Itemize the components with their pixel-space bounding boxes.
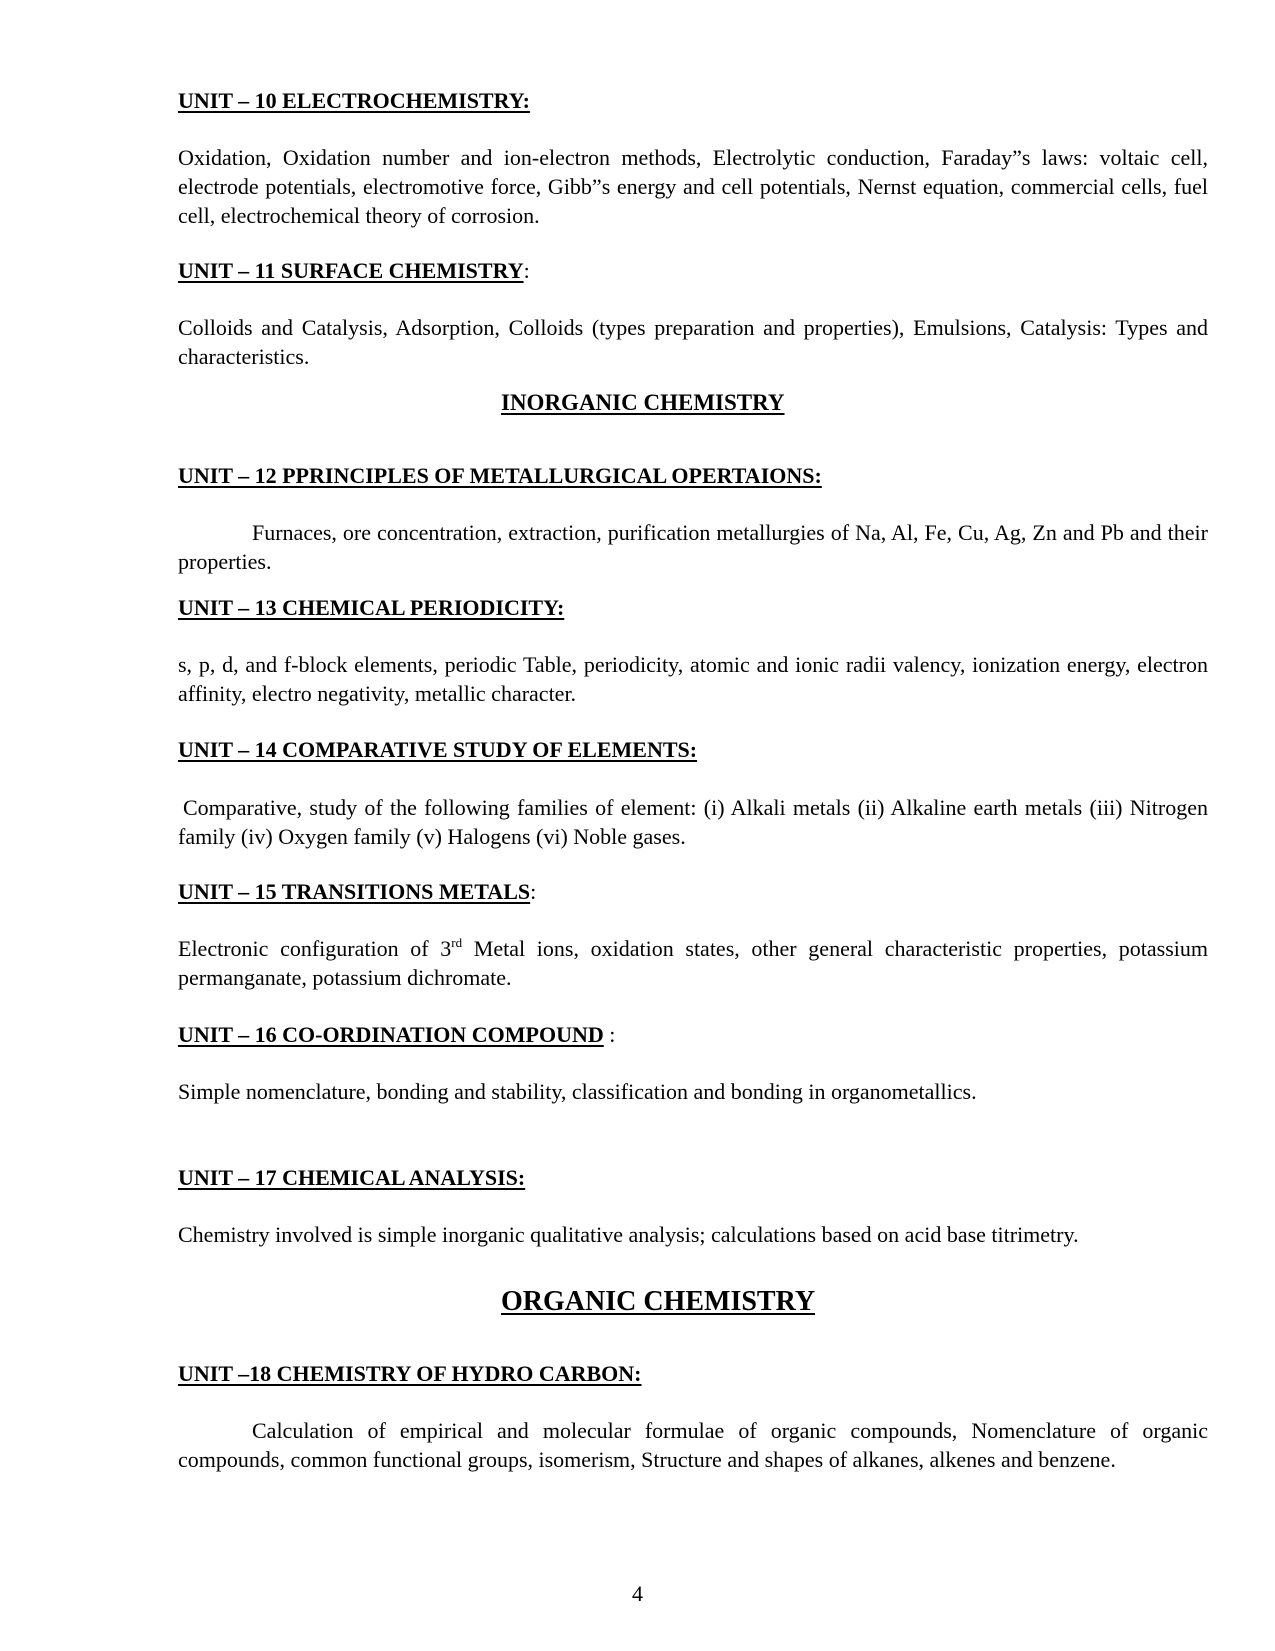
unit-12-heading xyxy=(178,461,1208,490)
unit-15-superscript: rd xyxy=(451,935,463,950)
unit-13-heading-text: UNIT – 13 CHEMICAL PERIODICITY: xyxy=(178,595,565,620)
unit-18-description: Calculation of empirical and molecular formulae of organic compounds, Nomenclature of organic compounds, common functional groups, isomerism, Structure and shapes of alkanes, alkenes and benzene. xyxy=(178,1418,1208,1472)
unit-13-heading xyxy=(178,593,1208,622)
unit-10-description: Oxidation, Oxidation number and ion-electron methods, Electrolytic conduction, Faraday”s laws: voltaic cell, electrode potentials, electromotive force, Gibb”s energy and cell potentials, Nernst equation, commercial cells, fuel cell, electrochemical theory of corrosion. xyxy=(178,145,1208,228)
page-number: 4 xyxy=(632,1581,643,1606)
unit-15-heading-text: UNIT – 15 TRANSITIONS METALS xyxy=(178,879,531,904)
unit-11-heading-text: UNIT – 11 SURFACE CHEMISTRY xyxy=(178,258,524,283)
unit-14-heading-text: UNIT – 14 COMPARATIVE STUDY OF ELEMENTS: xyxy=(178,737,698,762)
unit-12-heading-text: UNIT – 12 PPRINCIPLES OF METALLURGICAL OPERTAIONS: xyxy=(178,463,822,488)
unit-16-heading xyxy=(178,1020,1208,1049)
section-title-inorganic: INORGANIC CHEMISTRY xyxy=(501,390,785,415)
unit-16-description: Simple nomenclature, bonding and stability, classification and bonding in organometallics. xyxy=(178,1079,977,1104)
unit-10-heading xyxy=(178,86,1208,115)
unit-17-heading xyxy=(178,1163,1208,1192)
unit-12-description: Furnaces, ore concentration, extraction, purification metallurgies of Na, Al, Fe, Cu, Ag, Zn and Pb and their properties. xyxy=(178,520,1208,574)
unit-15-heading xyxy=(178,877,1208,906)
unit-16-heading-text: UNIT – 16 CO-ORDINATION COMPOUND xyxy=(178,1022,604,1047)
unit-11-heading xyxy=(178,256,1208,285)
unit-18-heading xyxy=(178,1359,1208,1388)
section-title-organic: ORGANIC CHEMISTRY xyxy=(501,1286,816,1317)
unit-16-heading-suffix: : xyxy=(603,1022,616,1047)
unit-18-heading-text: UNIT –18 CHEMISTRY OF HYDRO CARBON: xyxy=(178,1361,642,1386)
unit-15-description xyxy=(178,934,1208,992)
unit-11-description: Colloids and Catalysis, Adsorption, Colloids (types preparation and properties), Emulsions, Catalysis: Types and characteristics. xyxy=(178,315,1208,369)
unit-14-heading xyxy=(178,735,1208,764)
unit-15-heading-suffix: : xyxy=(530,879,537,904)
unit-10-heading-text: UNIT – 10 ELECTROCHEMISTRY: xyxy=(178,88,530,113)
unit-17-description: Chemistry involved is simple inorganic qualitative analysis; calculations based on acid base titrimetry. xyxy=(178,1222,1079,1247)
unit-14-description: Comparative, study of the following families of element: (i) Alkali metals (ii) Alkaline earth metals (iii) Nitrogen family (iv) Oxygen family (v) Halogens (vi) Noble gases. xyxy=(178,795,1208,849)
unit-17-heading-text: UNIT – 17 CHEMICAL ANALYSIS: xyxy=(178,1165,526,1190)
unit-15-text-end: Metal ions, oxidation states, other general characteristic properties, potassium permanganate, potassium dichromate. xyxy=(178,936,1208,990)
unit-13-description: s, p, d, and f-block elements, periodic Table, periodicity, atomic and ionic radii valency, ionization energy, electron affinity, electro negativity, metallic character. xyxy=(178,652,1208,706)
unit-15-text-start: Electronic configuration of 3 xyxy=(178,936,452,961)
unit-11-heading-suffix: : xyxy=(523,258,530,283)
